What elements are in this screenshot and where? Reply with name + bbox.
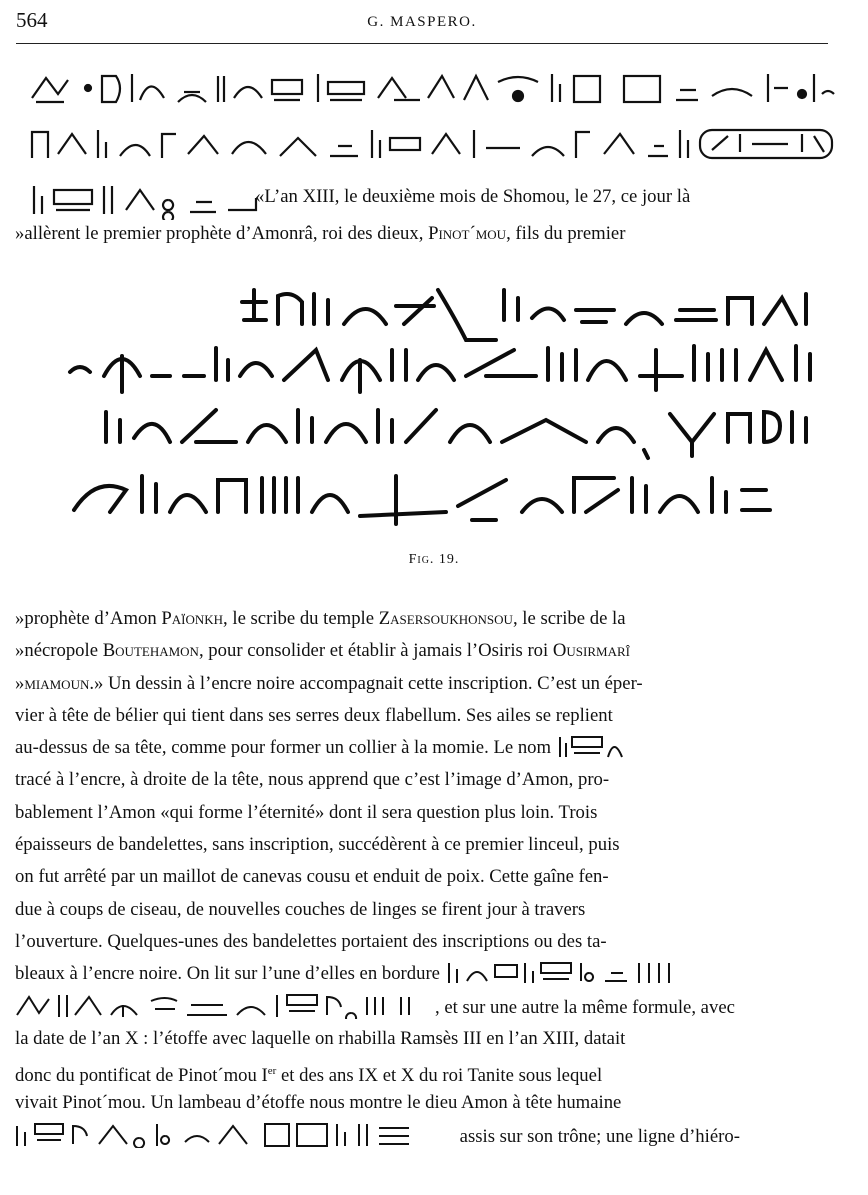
inline-hieroglyph-group — [15, 1120, 455, 1152]
paragraph-line: l’ouverture. Quelques-unes des bandelettes portaient des inscriptions ou des ta- — [15, 930, 607, 952]
inline-hieroglyph-group — [445, 959, 677, 990]
paragraph-line: épaisseurs de bandelettes, sans inscription, succédèrent à ce premier linceul, puis — [15, 834, 620, 856]
running-title: G. MASPERO. — [367, 14, 477, 30]
paragraph-line: «L’an XIII, le deuxième mois de Shomou, le 27, ce jour là — [255, 186, 691, 207]
hieroglyph-line-3 — [28, 180, 260, 220]
text-line-top-4 — [15, 218, 831, 250]
header-rule — [16, 43, 828, 44]
hieroglyph-line-2 — [28, 124, 836, 164]
figure-caption: Fig. 19. — [408, 552, 460, 567]
paragraph-line: tracé à l’encre, à droite de la tête, nous apprend que c’est l’image d’Amon, pro- — [15, 769, 610, 791]
hieroglyph-line-1 — [28, 68, 838, 108]
amon-cartouche-glyph — [556, 733, 626, 764]
text-line-top-3 — [255, 181, 830, 213]
paragraph-line: la date de l’an X : l’étoffe avec laquelle on rhabilla Ramsès III en l’an XIII, datait — [15, 1027, 626, 1049]
paragraph-line: au-dessus de sa tête, comme pour former un collier à la momie. Le nom — [15, 732, 831, 764]
figure-19-hieratic-inscription — [66, 280, 826, 540]
paragraph-line: donc du pontificat de Pinot´mou Ier et des ans IX et X du roi Tanite sous lequel — [15, 1065, 603, 1087]
paragraph-line: , et sur une autre la même formule, avec — [15, 991, 831, 1023]
page-number: 564 — [16, 8, 48, 32]
paragraph-line: due à coups de ciseau, de nouvelles couches de linges se firent jour à travers — [15, 898, 586, 920]
running-header — [16, 8, 828, 38]
inline-hieroglyph-group — [15, 991, 435, 1023]
paragraph-line: »allèrent le premier prophète d’Amonrâ, roi des dieux, Pinot´mou, fils du premier — [15, 223, 626, 244]
paragraph-line: bablement l’Amon «qui forme l’éternité» dont il sera question plus loin. Trois — [15, 801, 598, 823]
paragraph-line: vier à tête de bélier qui tient dans ses serres deux flabellum. Ses ailes se replient — [15, 704, 613, 726]
paragraph-line: bleaux à l’encre noire. On lit sur l’une d’elles en bordure — [15, 958, 831, 990]
paragraph-line: »miamoun.» Un dessin à l’encre noire accompagnait cette inscription. C’est un éper- — [15, 672, 643, 694]
paragraph-line: assis sur son trône; une ligne d’hiéro- — [15, 1120, 831, 1152]
paragraph-line: »prophète d’Amon Païonkh, le scribe du temple Zasersoukhonsou, le scribe de la — [15, 608, 626, 629]
paragraph-line: on fut arrêté par un maillot de canevas cousu et enduit de poix. Cette gaîne fen- — [15, 866, 609, 888]
paragraph-line: »nécropole Boutehamon, pour consolider et établir à jamais l’Osiris roi Ousirmarî — [15, 640, 630, 662]
paragraph-line: vivait Pinot´mou. Un lambeau d’étoffe nous montre le dieu Amon à tête humaine — [15, 1092, 622, 1114]
body-text — [15, 603, 831, 1152]
